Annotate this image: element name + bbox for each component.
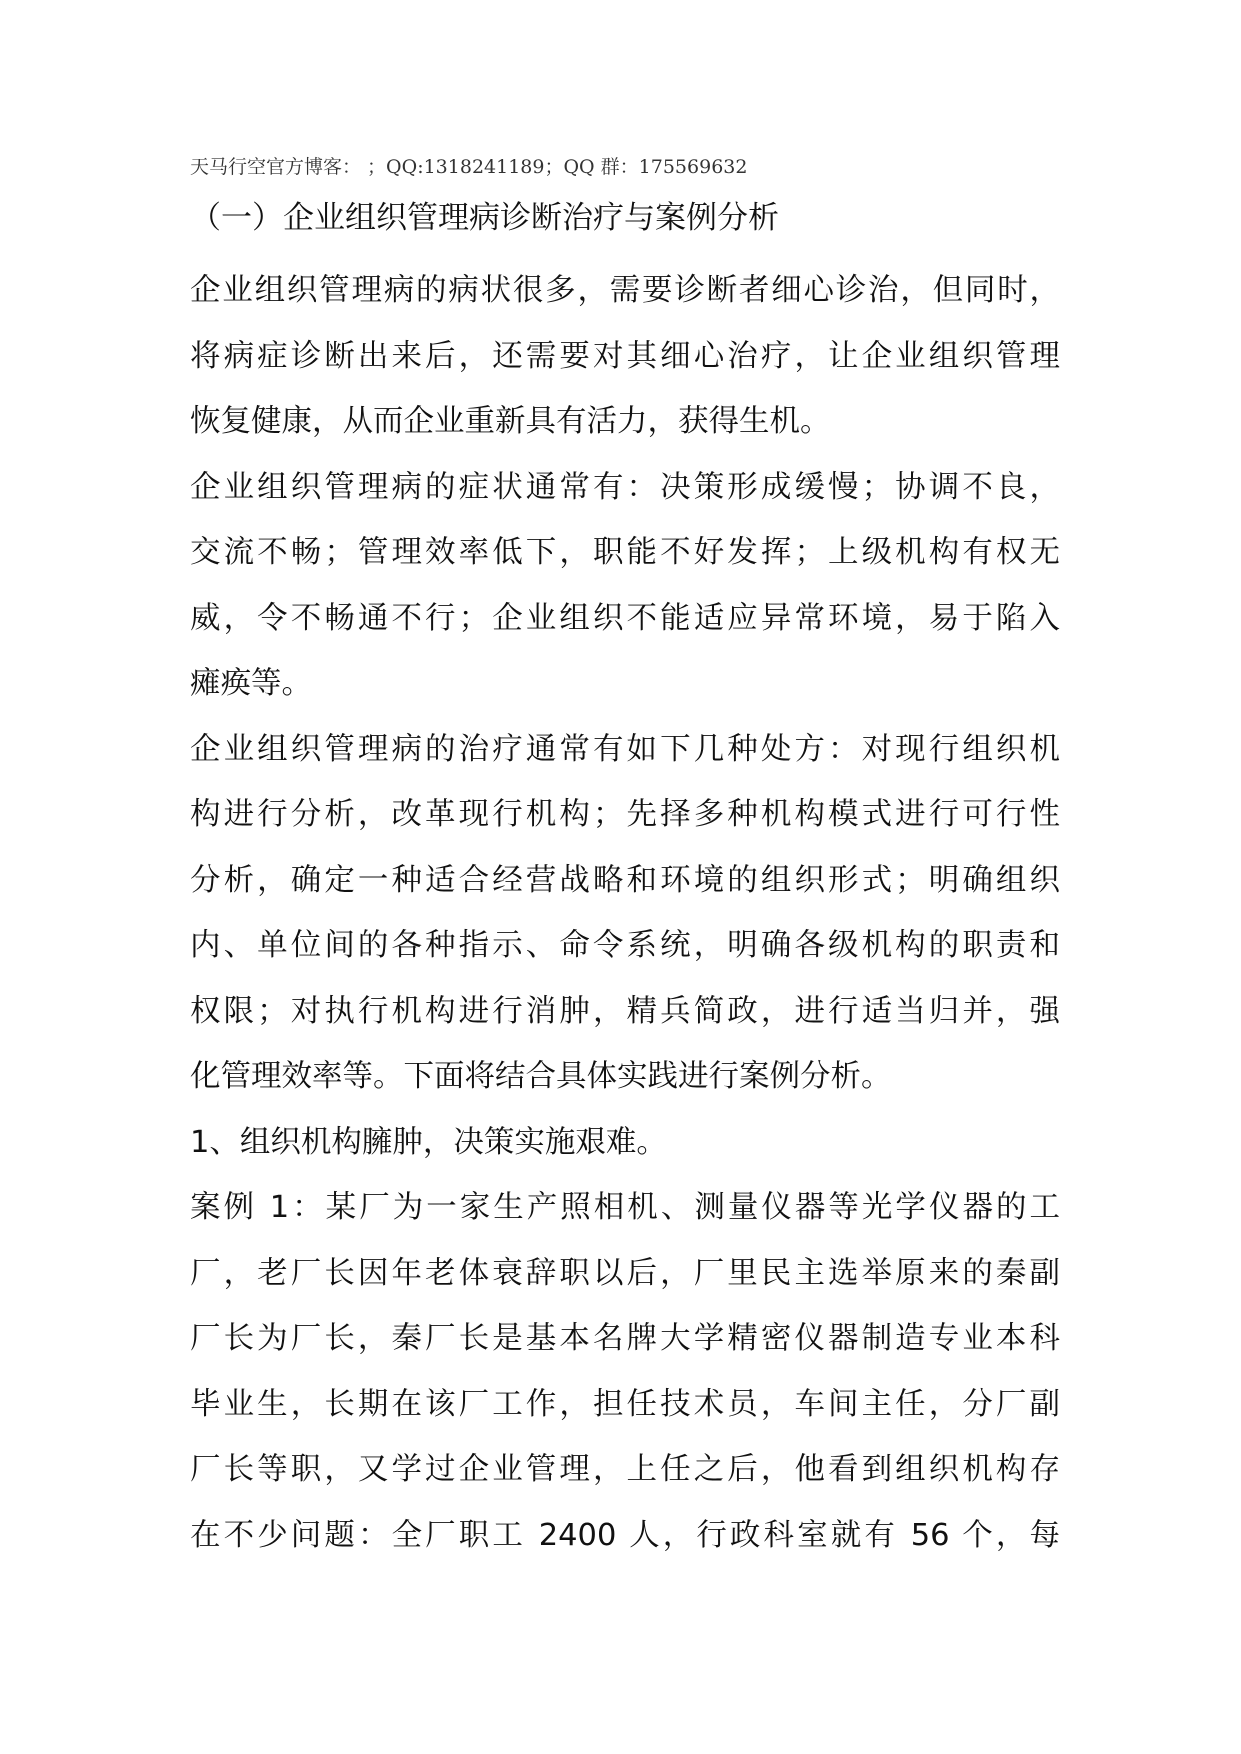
body-line: 毕业生，长期在该厂工作，担任技术员，车间主任，分厂副: [190, 1386, 1060, 1422]
body-line: 案例 1：某厂为一家生产照相机、测量仪器等光学仪器的工: [190, 1190, 1060, 1225]
body-line: 交流不畅；管理效率低下，职能不好发挥；上级机构有权无: [190, 535, 1060, 570]
section-title: （一）企业组织管理病诊断治疗与案例分析: [190, 200, 779, 236]
body-line: 企业组织管理病的治疗通常有如下几种处方：对现行组织机: [190, 731, 1060, 767]
body-line: 恢复健康，从而企业重新具有活力，获得生机。: [190, 404, 831, 439]
body-line: 厂，老厂长因年老体衰辞职以后，厂里民主选举原来的秦副: [190, 1255, 1060, 1291]
body-line: 化管理效率等。下面将结合具体实践进行案例分析。: [190, 1059, 892, 1094]
body-line: 将病症诊断出来后，还需要对其细心治疗，让企业组织管理: [190, 338, 1060, 374]
body-line: 瘫痪等。: [190, 666, 312, 701]
body-line: 构进行分析，改革现行机构；先择多种机构模式进行可行性: [190, 797, 1060, 832]
body-line: 1、组织机构臃肿，决策实施艰难。: [190, 1124, 667, 1160]
body-line: 企业组织管理病的病状很多，需要诊断者细心诊治，但同时，: [190, 273, 1060, 308]
body-line: 厂长为厂长，秦厂长是基本名牌大学精密仪器制造专业本科: [190, 1321, 1060, 1356]
body-line: 内、单位间的各种指示、命令系统，明确各级机构的职责和: [190, 928, 1060, 963]
body-text: [190, 258, 1060, 1568]
body-line: 企业组织管理病的症状通常有：决策形成缓慢；协调不良，: [190, 469, 1060, 505]
body-line: 在不少问题：全厂职工 2400 人，行政科室就有 56 个，每: [190, 1517, 1060, 1553]
body-line: 威，令不畅通不行；企业组织不能适应异常环境，易于陷入: [190, 600, 1060, 636]
body-line: 权限；对执行机构进行消肿，精兵简政，进行适当归并，强: [190, 993, 1060, 1029]
body-line: 厂长等职，又学过企业管理，上任之后，他看到组织机构存: [190, 1452, 1060, 1487]
blog-header: 天马行空官方博客： ；QQ:1318241189；QQ 群：175569632: [190, 156, 748, 178]
body-line: 分析，确定一种适合经营战略和环境的组织形式；明确组织: [190, 862, 1060, 898]
